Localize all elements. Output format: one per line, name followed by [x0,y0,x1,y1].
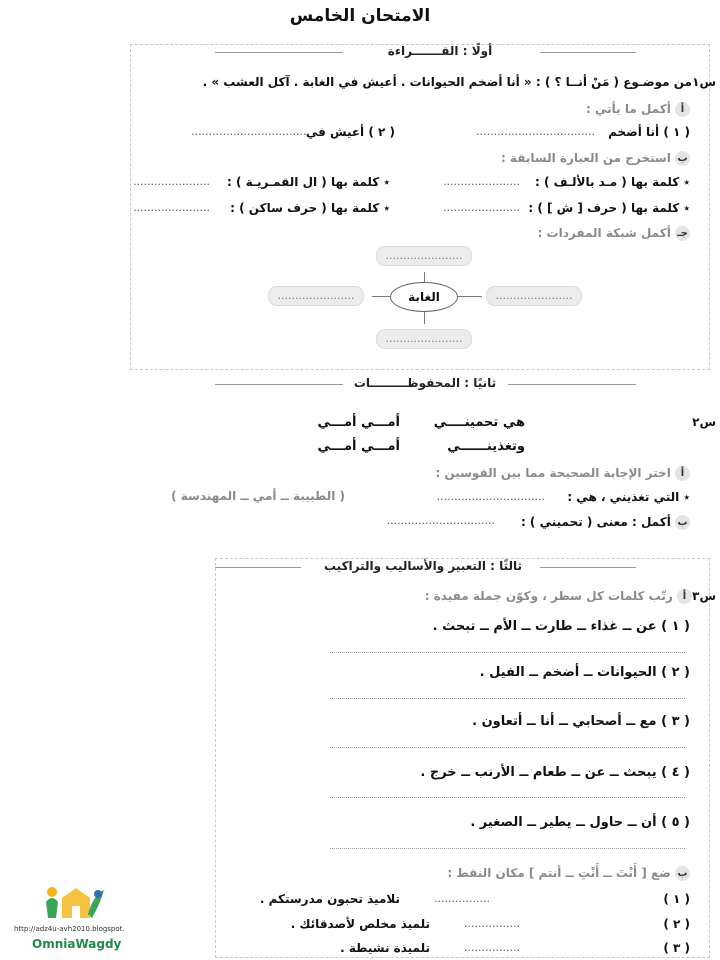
q3a-answer-line-5 [330,848,685,849]
section1-title: أولًا : القـــــــراءة [387,44,493,58]
q3b-item-1-dots: ................ [434,892,490,905]
q3a-item-2: ( ٢ ) الحيوانات ــ أضخم ــ الفيل . [479,665,690,680]
page-title: الامتحان الخامس [289,6,431,26]
network-line-up [424,272,425,282]
q1b-badge: ب [675,151,690,166]
q3-label: س٣ [692,589,716,603]
q3a-text: رتّب كلمات كل سطر ، وكوّن جملة مفيدة : [424,589,673,603]
network-line-left [372,296,390,297]
q3b-badge: ب [675,866,690,881]
q1a-row [586,102,690,117]
q2b-text: أكمل : معنى ( تحميني ) : [520,515,671,529]
q1a-item2: ( ٢ ) أعيش في [305,125,395,139]
q1b-row1-right-dots: ...................... [443,175,520,188]
section3-rule-left [215,567,301,568]
q1c-text: أكمل شبكة المفردات : [537,226,671,240]
q3a-item-1: ( ١ ) عن ــ غذاء ــ طارت ــ الأم ــ تبحث . [432,619,690,634]
q2a-item-dots: ............................... [436,490,545,503]
q1b-row1-right: ٭ كلمة بها ( مـد بالألـف ) : [535,175,690,189]
network-right-box: ...................... [486,286,582,306]
q3a-answer-line-3 [330,747,685,748]
q1a-item2-dots: .................................. [191,125,310,138]
poem-line1-right: هي تحمينــــي [433,415,525,430]
logo [10,884,140,954]
q3b-item-1-text: تلاميذ تحبون مدرستكم . [259,892,400,906]
q1-label: س١ [692,75,716,89]
network-line-right [458,296,482,297]
q3b-item-3-num: ( ٣ ) [663,941,690,955]
logo-name: OmniaWagdy [32,937,122,951]
logo-icon [38,884,108,922]
q3a-answer-line-4 [330,797,685,798]
q3b-item-3-text: تلميذة نشيطة . [340,941,430,955]
q1b-row1-left-dots: ...................... [133,175,210,188]
q1c-row [538,226,690,241]
poem-line2-right: وتغذينــــــي [447,439,525,454]
q1a-item1-dots: .................................. [476,125,595,138]
q3b-item-2-text: تلميذ مخلص لأصدقائك . [290,917,430,931]
q3a-badge: أ [677,589,692,604]
q1a-badge: أ [675,102,690,117]
section1-rule-left [215,52,343,53]
poem-line1-left: أمـــي أمـــي [317,415,400,430]
q3a-item-4: ( ٤ ) يبحث ــ عن ــ طعام ــ الأرنب ــ خرج . [420,765,690,780]
section2-rule-right [508,384,636,385]
q3a-answer-line-1 [330,652,685,653]
network-bottom-box: ...................... [376,329,472,349]
section3-rule-right [540,567,636,568]
poem-line2-left: أمـــي أمـــي [317,439,400,454]
q1b-row2-right: ٭ كلمة بها ( حرف [ ش ] ) : [528,201,690,215]
q1a-item1: ( ١ ) أنا أضخم [608,125,690,139]
q3b-row [447,866,690,881]
q2a-item: ٭ التي تغذيني ، هي : [567,490,690,504]
q1b-row2-right-dots: ...................... [443,201,520,214]
q1b-row2-left-dots: ...................... [133,201,210,214]
section2-title: ثانيًا : المحفوظـــــــــات [353,376,497,390]
q1b-text: استخرج من العبارة السابقة : [500,151,671,165]
q3a-item-5: ( ٥ ) أن ــ حاول ــ يطير ــ الصغير . [470,815,690,830]
q2a-text: اختر الإجابة الصحيحة مما بين القوسين : [435,466,671,480]
q2b-row [521,515,690,530]
q1b-row [501,151,690,166]
q3a-answer-line-2 [330,698,685,699]
q3b-item-3-dots: ................ [464,941,520,954]
q2b-dots: ............................... [386,514,495,527]
q3b-text: ضع [ أَنْتَ ــ أَنْتِ ــ أنتم ] مكان النقط : [447,866,671,880]
q2b-badge: ب [675,515,690,530]
q1c-badge: جـ [675,226,690,241]
network-line-down [424,312,425,324]
logo-url: http://adz4u-avh2010.blogspot. [14,925,125,933]
network-left-box: ...................... [268,286,364,306]
q3b-item-2-dots: ................ [464,917,520,930]
q2a-badge: أ [675,466,690,481]
network-center: الغابة [390,282,458,312]
section2-rule-left [215,384,343,385]
network-top-box: ...................... [376,246,472,266]
q1b-row1-left: ٭ كلمة بها ( ال القمـريـة ) : [227,175,390,189]
q3a-item-3: ( ٣ ) مع ــ أصحابي ــ أنا ــ أتعاون . [472,714,690,729]
q2-label: س٢ [692,415,716,429]
q3b-item-1-num: ( ١ ) [663,892,690,906]
q3b-item-2-num: ( ٢ ) [663,917,690,931]
section3-title: ثالثًا : التعبير والأساليب والتراكيب [323,559,523,573]
q1a-text: أكمل ما يأتي : [586,102,671,116]
q1-intro: من موضـوع ( مَنْ أنــا ؟ ) : « أنا أضخم الحيوانات . أعيش في الغابة . آكل العشب » . [202,75,692,89]
q3a-row [425,589,692,604]
q2a-row [435,466,690,481]
section1-rule-right [540,52,636,53]
q1b-row2-left: ٭ كلمة بها ( حرف ساكن ) : [230,201,390,215]
q2a-options: ( الطبيبة ــ أمي ــ المهندسة ) [171,489,345,503]
